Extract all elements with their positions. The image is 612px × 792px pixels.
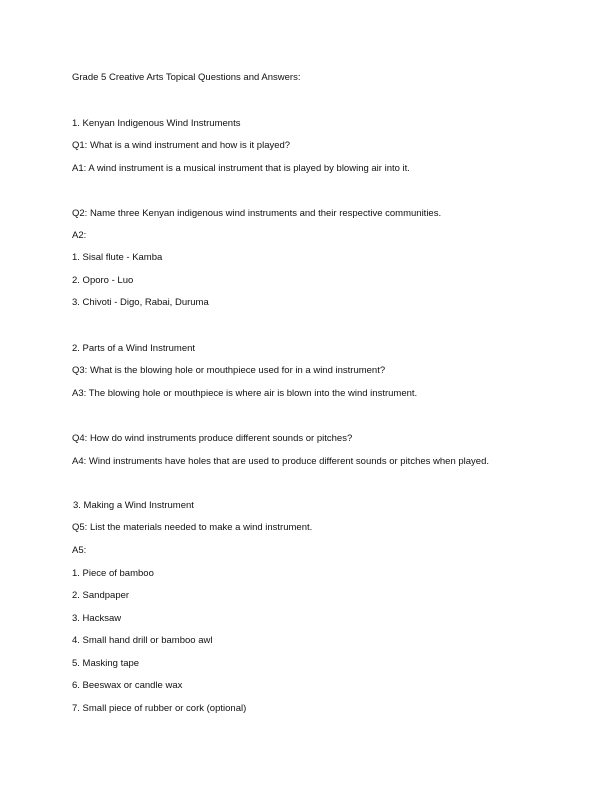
list-item: 7. Small piece of rubber or cork (optional) bbox=[72, 703, 247, 714]
list-item: 2. Oporo - Luo bbox=[72, 275, 134, 286]
question: Q5: List the materials needed to make a wind instrument. bbox=[72, 522, 313, 533]
list-item: 5. Masking tape bbox=[72, 658, 140, 669]
section-heading: 3. Making a Wind Instrument bbox=[73, 500, 194, 511]
list-item: 1. Sisal flute - Kamba bbox=[72, 252, 163, 263]
answer: A1: A wind instrument is a musical instrument that is played by blowing air into it. bbox=[72, 163, 410, 174]
answer: A2: bbox=[72, 230, 87, 241]
question: Q4: How do wind instruments produce different sounds or pitches? bbox=[72, 433, 353, 444]
answer: A4: Wind instruments have holes that are used to produce different sounds or pitches when played. bbox=[72, 456, 490, 467]
list-item: 1. Piece of bamboo bbox=[72, 568, 154, 579]
list-item: 2. Sandpaper bbox=[72, 590, 130, 601]
document-title: Grade 5 Creative Arts Topical Questions and Answers: bbox=[72, 72, 301, 83]
list-item: 4. Small hand drill or bamboo awl bbox=[72, 635, 213, 646]
list-item: 6. Beeswax or candle wax bbox=[72, 680, 183, 691]
list-item: 3. Hacksaw bbox=[72, 613, 122, 624]
answer: A3: The blowing hole or mouthpiece is where air is blown into the wind instrument. bbox=[72, 388, 418, 399]
question: Q1: What is a wind instrument and how is it played? bbox=[72, 140, 291, 151]
list-item: 3. Chivoti - Digo, Rabai, Duruma bbox=[72, 297, 209, 308]
section-heading: 2. Parts of a Wind Instrument bbox=[72, 343, 196, 354]
section-heading: 1. Kenyan Indigenous Wind Instruments bbox=[72, 118, 241, 129]
answer: A5: bbox=[72, 545, 87, 556]
question: Q3: What is the blowing hole or mouthpiece used for in a wind instrument? bbox=[72, 365, 386, 376]
question: Q2: Name three Kenyan indigenous wind instruments and their respective communities. bbox=[72, 208, 442, 219]
